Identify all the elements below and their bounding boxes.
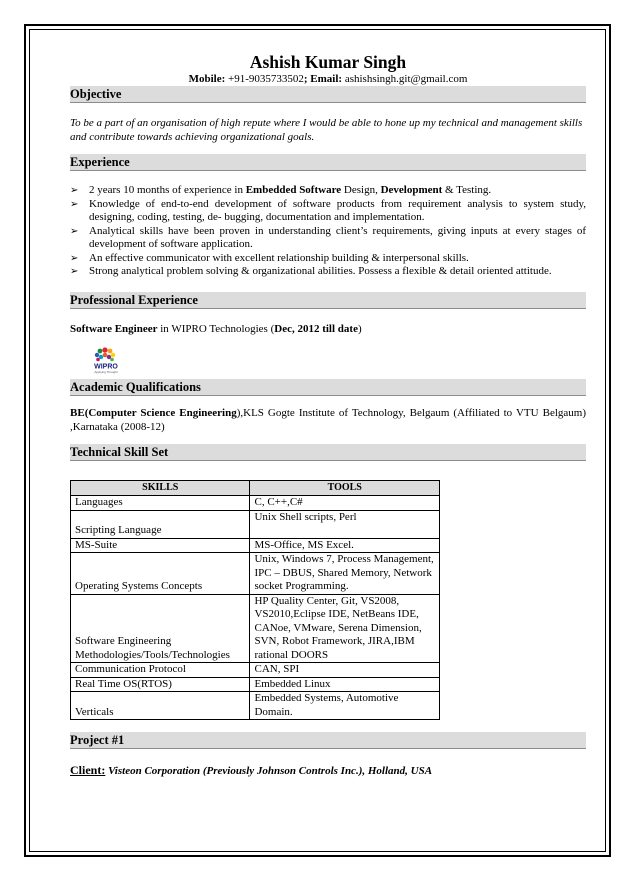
client-value: Visteon Corporation (Previously Johnson Controls Inc.), Holland, USA [108,765,433,777]
mobile-label: Mobile: [188,73,226,85]
mobile-number: +91-9035733502 [228,73,304,85]
skill-cell: Scripting Language [71,510,250,538]
arrow-bullet-icon: ➢ [70,252,79,264]
table-row [71,553,440,595]
arrow-bullet-icon: ➢ [70,185,79,196]
contact-separator: ; [303,73,308,85]
skill-cell: Communication Protocol [71,663,250,678]
wipro-logo-icon [88,340,124,376]
column-header-tools: TOOLS [250,481,440,496]
table-header-row [71,481,440,496]
section-header-experience: Experience [70,154,586,171]
skill-cell: Verticals [71,692,250,720]
tools-cell: Embedded Systems, Automotive Domain. [250,692,440,720]
experience-list [70,184,586,279]
tools-cell: MS-Office, MS Excel. [250,538,440,553]
section-header-objective: Objective [70,86,586,103]
tools-cell: Unix Shell scripts, Perl [250,510,440,538]
academic-text: BE(Computer Science Engineering),KLS Gogte Institute of Technology, Belgaum (Affiliated to VTU Belgaum) ,Karnataka (2008-12) [70,407,586,433]
tools-cell: Unix, Windows 7, Process Management, IPC – DBUS, Shared Memory, Network socket Programming. [250,553,440,595]
client-label: Client: [70,763,106,777]
skill-cell: MS-Suite [71,538,250,553]
job-line: Software Engineer in WIPRO Technologies (Dec, 2012 till date) [70,322,362,335]
job-period: Dec, 2012 till date [274,322,358,335]
list-item: ➢ Strong analytical problem solving & organizational abilities. Possess a flexible & detail oriented attitude. [70,265,552,277]
job-role: Software Engineer [70,322,158,335]
email-label: Email: [310,73,343,85]
table-row [71,677,440,692]
skill-cell: Languages [71,496,250,511]
tools-cell: HP Quality Center, Git, VS2008, VS2010,Eclipse IDE, NetBeans IDE, CANoe, VMware, Serena Dimension, SVN, Robot Framework, JIRA,IBM rational DOORS [250,594,440,663]
skill-cell: Real Time OS(RTOS) [71,677,250,692]
section-header-professional-experience: Professional Experience [70,292,586,309]
contact-line [70,73,586,86]
section-header-technical-skill-set: Technical Skill Set [70,444,586,461]
table-row [71,594,440,663]
column-header-skills: SKILLS [71,481,250,496]
list-item: ➢ Knowledge of end-to-end development of software products from requirement analysis to system study, designing, coding, testing, de- bugging, documentation and implementation. [70,197,586,223]
list-item: ➢ 2 years 10 months of experience in Embedded Software Design, Development & Testing. [70,184,492,196]
resume-page [70,50,586,778]
tools-cell: Embedded Linux [250,677,440,692]
table-row [71,692,440,720]
objective-text: To be a part of an organisation of high repute where I would be able to hone up my technical and management skills and contribute towards achieving organizational goals. [70,117,583,143]
svg-text:WIPRO: WIPRO [94,363,118,371]
table-row [71,538,440,553]
list-item: ➢ An effective communicator with excellent relationship building & interpersonal skills. [70,251,469,264]
section-header-academic-qualifications: Academic Qualifications [70,379,586,396]
candidate-name: Ashish Kumar Singh [249,52,407,72]
branch: (Computer Science Engineering [84,407,237,419]
wipro-logo [88,340,124,376]
arrow-bullet-icon: ➢ [70,198,79,210]
skill-cell: Software Engineering Methodologies/Tools/Technologies [71,594,250,663]
list-item: ➢ Analytical skills have been proven in understanding client’s requirements, giving inputs at every stages of development of software application. [70,224,586,250]
email-address: ashishsingh.git@gmail.com [344,73,468,85]
table-row [71,510,440,538]
degree: BE [70,407,85,419]
table-row [71,663,440,678]
section-header-project: Project #1 [70,732,586,749]
tools-cell: C, C++,C# [250,496,440,511]
arrow-bullet-icon: ➢ [70,225,79,237]
client-line [70,763,586,778]
svg-text:Applying Thought: Applying Thought [94,370,118,374]
table-row [71,496,440,511]
tools-cell: CAN, SPI [250,663,440,678]
skill-cell: Operating Systems Concepts [71,553,250,595]
skills-table [70,480,440,720]
arrow-bullet-icon: ➢ [70,266,79,277]
